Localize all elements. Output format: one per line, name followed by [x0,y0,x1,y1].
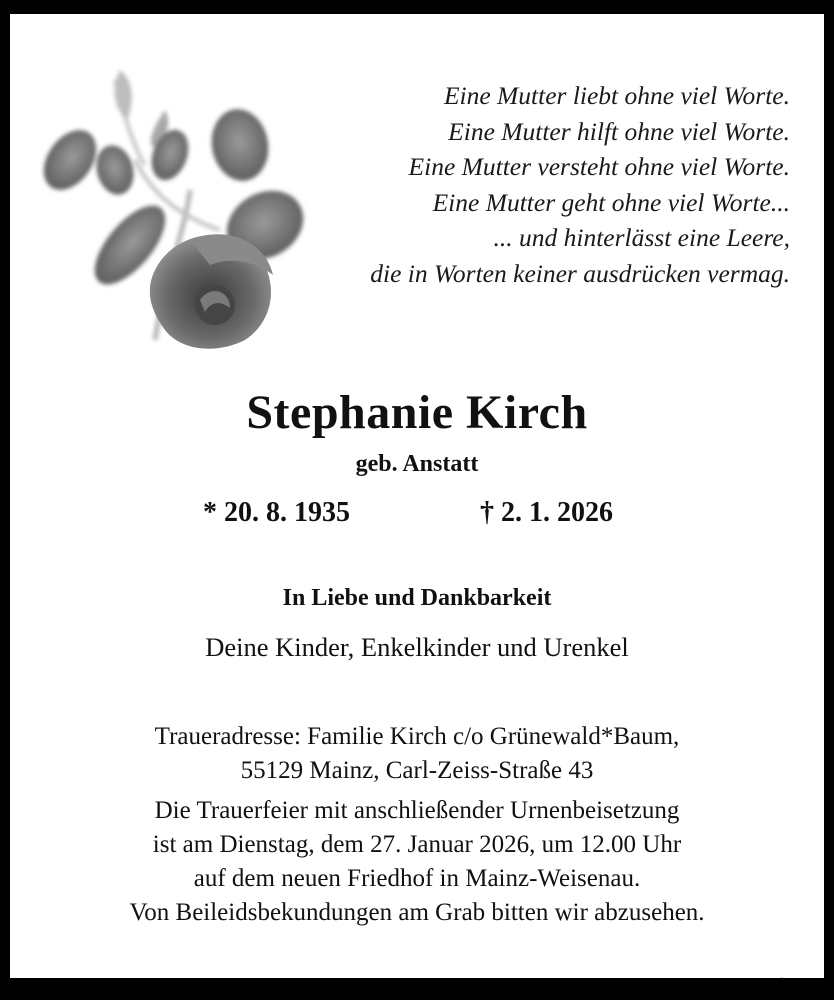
ceremony-line: Von Beileidsbekundungen am Grab bitten wir abzusehen. [129,899,705,926]
birth-date: * 20. 8. 1935 [203,497,350,528]
ceremony-line: Die Trauerfeier mit anschließender Urnenbeisetzung [154,797,680,824]
poem-line: Eine Mutter geht ohne viel Worte... [432,187,790,217]
flourish-ornament-icon [770,970,832,1000]
death-date: † 2. 1. 2026 [480,497,613,528]
poem-line: ... und hinterlässt eine Leere, [493,223,790,252]
funeral-details [0,720,834,930]
poem-line: Eine Mutter liebt ohne viel Worte. [443,81,790,110]
poem [370,78,790,291]
poem-line: die in Worten keiner ausdrücken vermag. [370,258,790,288]
deceased-name: Stephanie Kirch [246,386,588,439]
poem-line: Eine Mutter versteht ohne viel Worte. [408,152,790,181]
address-line: Traueradresse: Familie Kirch c/o Grünewald*Baum, [154,723,680,750]
address-line: 55129 Mainz, Carl-Zeiss-Straße 43 [240,757,594,784]
poem-line: Eine Mutter hilft ohne viel Worte. [448,116,790,146]
mourners-names: Deine Kinder, Enkelkinder und Urenkel [205,632,629,662]
mourners-heading: In Liebe und Dankbarkeit [282,585,552,611]
rose-image [15,40,325,350]
maiden-name: geb. Anstatt [355,451,479,477]
ceremony-line: ist am Dienstag, dem 27. Januar 2026, um 12.00 Uhr [152,831,682,858]
frame-border-bottom [0,988,768,1000]
ceremony-line: auf dem neuen Friedhof in Mainz-Weisenau. [193,865,641,892]
